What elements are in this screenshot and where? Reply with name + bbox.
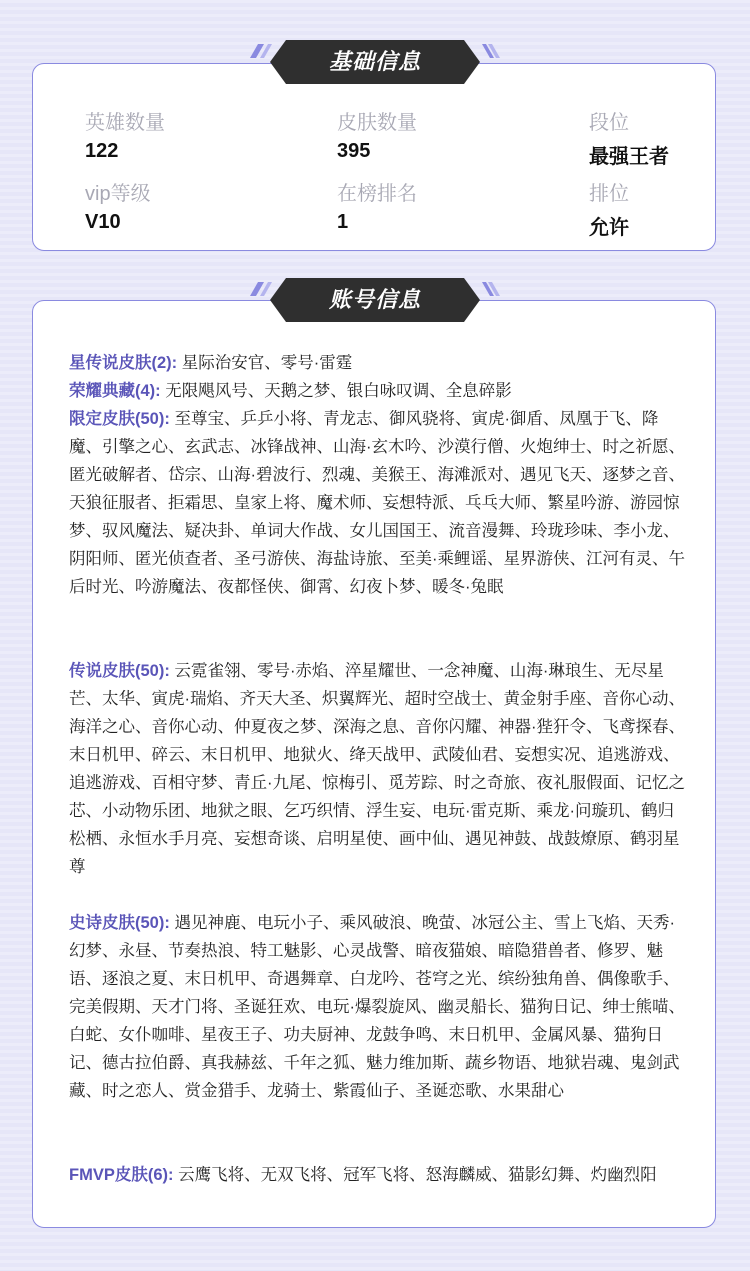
basic-info-ribbon [250, 38, 500, 86]
stat-label: 排位 [589, 183, 629, 205]
account-info-card [32, 300, 716, 1228]
section-title: 史诗皮肤(50): [69, 914, 170, 932]
section-text: 至尊宝、乒乒小将、青龙志、御风骁将、寅虎·御盾、凤凰于飞、降魔、引擎之心、玄武志、冰锋战神、山海·玄木吟、沙漠行僧、火炮绅士、时之祈愿、匿光破解者、岱宗、山海·碧波行、烈魂、美猴王、海滩派对、遇见飞天、逐梦之音、天狼征服者、拒霜思、皇家上将、魔术师、妄想特派、乓乓大师、繁星吟游、游园惊梦、驭风魔法、疑决卦、单词大作战、女儿国国王、流音漫舞、玲珑珍味、李小龙、阴阳师、匿光侦查者、圣弓游侠、海盐诗旅、至美·乘鲤谣、星界游侠、江河有灵、午后时光、吟游魔法、夜都怪侠、御霄、幻夜卜梦、暖冬·兔眠 [69, 410, 685, 596]
stat-label: 段位 [589, 112, 629, 134]
stat-value: 最强王者 [589, 146, 669, 168]
section-title: 限定皮肤(50): [69, 410, 170, 428]
section-text: 无限飓风号、天鹅之梦、银白咏叹调、全息碎影 [165, 382, 512, 400]
section-text: 云霓雀翎、零号·赤焰、淬星耀世、一念神魔、山海·琳琅生、无尽星芒、太华、寅虎·瑞焰、齐天大圣、炽翼辉光、超时空战士、黄金射手座、音你心动、海洋之心、音你心动、仲夏夜之梦、深海之息、音你闪耀、神器·狴犴令、飞鸢探春、末日机甲、碎云、末日机甲、地狱火、绛天战甲、武陵仙君、妄想实况、追逃游戏、追逃游戏、百相守梦、青丘·九尾、惊梅引、觅芳踪、时之奇旅、夜礼服假面、记忆之芯、小动物乐团、地狱之眼、乞巧织情、浮生妄、电玩·雷克斯、乘龙·问璇玑、鹤归松栖、永恒水手月亮、妄想奇谈、启明星使、画中仙、遇见神鼓、战鼓燎原、鹤羽星尊 [69, 662, 685, 876]
section-title: 星传说皮肤(2): [69, 354, 178, 372]
section-text: 云鹰飞将、无双飞将、冠军飞将、怒海麟威、猫影幻舞、灼幽烈阳 [178, 1166, 657, 1184]
stat-value: 1 [337, 211, 349, 233]
skin-section-glory-collection [69, 377, 689, 405]
account-info-title: 账号信息 [328, 287, 421, 312]
stat-label: vip等级 [85, 183, 151, 205]
skin-section-fmvp [69, 1161, 689, 1189]
stat-label: 在榜排名 [337, 183, 417, 205]
section-text: 星际治安官、零号·雷霆 [181, 354, 353, 372]
section-text: 遇见神鹿、电玩小子、乘风破浪、晚萤、冰冠公主、雪上飞焰、天秀·幻梦、永昼、节奏热浪、特工魅影、心灵战警、暗夜猫娘、暗隐猎兽者、修罗、魅语、逐浪之夏、末日机甲、奇遇舞章、白龙吟、苍穹之光、缤纷独角兽、偶像歌手、完美假期、天才门将、圣诞狂欢、电玩·爆裂旋风、幽灵船长、猫狗日记、绅士熊喵、白蛇、女仆咖啡、星夜王子、功夫厨神、龙鼓争鸣、末日机甲、金属风暴、猫狗日记、德古拉伯爵、真我赫兹、千年之狐、魅力维加斯、蔬乡物语、地狱岩魂、鬼剑武藏、时之恋人、赏金猎手、龙骑士、紫霞仙子、圣诞恋歌、水果甜心 [69, 914, 685, 1100]
stat-value: 395 [337, 140, 371, 162]
basic-info-card [32, 63, 716, 251]
stat-value: 122 [85, 140, 119, 162]
skin-section-epic [69, 909, 689, 1105]
account-info-ribbon [250, 276, 500, 324]
section-title: 荣耀典藏(4): [69, 382, 161, 400]
section-title: FMVP皮肤(6): [69, 1166, 174, 1184]
stat-value: V10 [85, 211, 121, 233]
stat-value: 允许 [589, 217, 629, 239]
skin-section-star-legend [69, 349, 689, 377]
stat-label: 英雄数量 [85, 112, 165, 134]
skin-section-legend [69, 657, 689, 881]
skin-section-limited [69, 405, 689, 601]
basic-info-title: 基础信息 [328, 49, 421, 74]
section-title: 传说皮肤(50): [69, 662, 170, 680]
stat-label: 皮肤数量 [337, 112, 417, 134]
